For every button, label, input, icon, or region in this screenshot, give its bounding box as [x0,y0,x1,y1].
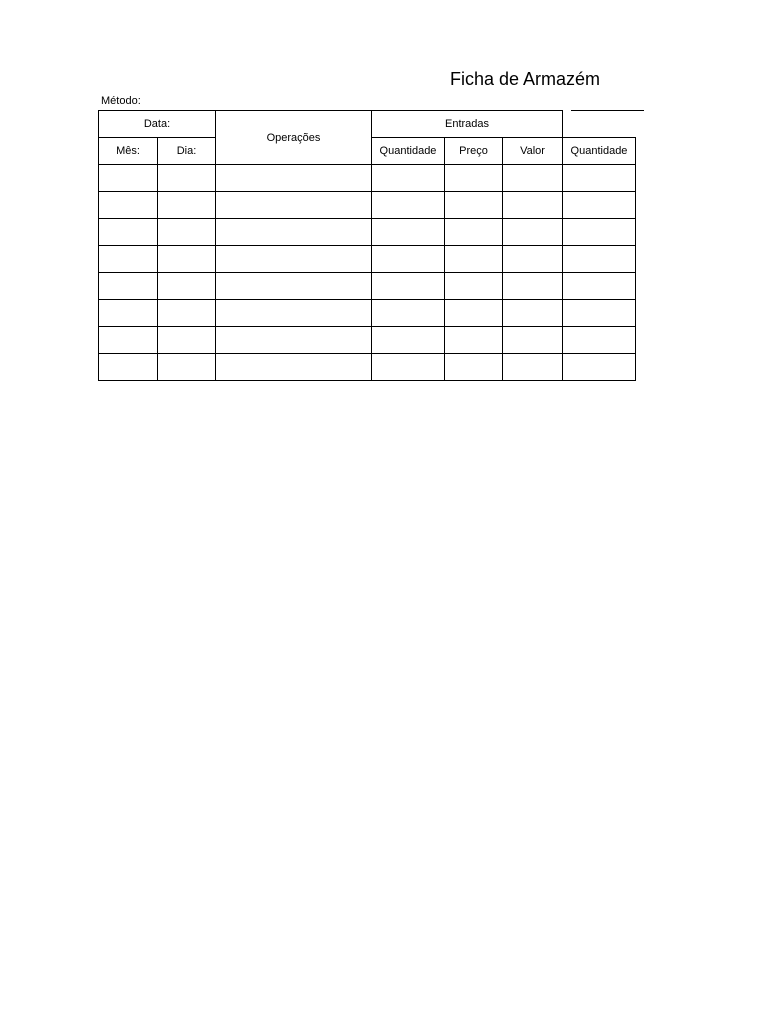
quantity-cell[interactable] [372,246,445,273]
date-header: Data: [99,111,216,138]
quantity-cell[interactable] [372,354,445,381]
table-row [99,273,636,300]
price-cell[interactable] [445,273,503,300]
quantity2-cell[interactable] [563,300,636,327]
sheet-title: Ficha de Armazém [450,69,601,89]
quantity2-cell[interactable] [563,273,636,300]
price-cell[interactable] [445,354,503,381]
quantity-header: Quantidade [372,138,445,165]
operation-cell[interactable] [216,300,372,327]
quantity2-cell[interactable] [563,219,636,246]
quantity2-header: Quantidade [563,138,636,165]
month-cell[interactable] [99,246,158,273]
table-row [99,327,636,354]
price-header: Preço [445,138,503,165]
header-row-1 [99,111,636,138]
month-cell[interactable] [99,354,158,381]
day-cell[interactable] [158,327,216,354]
price-cell[interactable] [445,327,503,354]
method-label: Método: [101,95,141,107]
price-cell[interactable] [445,219,503,246]
month-header: Mês: [99,138,158,165]
month-cell[interactable] [99,273,158,300]
month-cell[interactable] [99,327,158,354]
table-row [99,246,636,273]
table-row [99,300,636,327]
day-cell[interactable] [158,165,216,192]
value-cell[interactable] [503,192,563,219]
value-cell[interactable] [503,273,563,300]
value-header: Valor [503,138,563,165]
quantity2-cell[interactable] [563,192,636,219]
operation-cell[interactable] [216,219,372,246]
operation-cell[interactable] [216,246,372,273]
quantity2-cell[interactable] [563,165,636,192]
day-header: Dia: [158,138,216,165]
operations-header: Operações [216,111,372,165]
quantity-cell[interactable] [372,300,445,327]
table-row [99,165,636,192]
day-cell[interactable] [158,192,216,219]
quantity-cell[interactable] [372,192,445,219]
value-cell[interactable] [503,300,563,327]
value-cell[interactable] [503,327,563,354]
price-cell[interactable] [445,165,503,192]
quantity-cell[interactable] [372,219,445,246]
value-cell[interactable] [503,219,563,246]
quantity-cell[interactable] [372,165,445,192]
table-row [99,192,636,219]
price-cell[interactable] [445,300,503,327]
day-cell[interactable] [158,354,216,381]
price-cell[interactable] [445,246,503,273]
quantity-cell[interactable] [372,327,445,354]
price-cell[interactable] [445,192,503,219]
day-cell[interactable] [158,246,216,273]
operation-cell[interactable] [216,327,372,354]
value-cell[interactable] [503,165,563,192]
table-row [99,354,636,381]
value-cell[interactable] [503,354,563,381]
quantity2-cell[interactable] [563,246,636,273]
month-cell[interactable] [99,219,158,246]
value-cell[interactable] [503,246,563,273]
month-cell[interactable] [99,300,158,327]
operation-cell[interactable] [216,273,372,300]
quantity-cell[interactable] [372,273,445,300]
quantity2-cell[interactable] [563,354,636,381]
warehouse-card-table [98,110,636,381]
operation-cell[interactable] [216,354,372,381]
month-cell[interactable] [99,192,158,219]
table-row [99,219,636,246]
blank-header-cell [563,111,636,138]
quantity2-cell[interactable] [563,327,636,354]
day-cell[interactable] [158,300,216,327]
day-cell[interactable] [158,273,216,300]
operation-cell[interactable] [216,192,372,219]
entries-header: Entradas [372,111,563,138]
day-cell[interactable] [158,219,216,246]
operation-cell[interactable] [216,165,372,192]
month-cell[interactable] [99,165,158,192]
